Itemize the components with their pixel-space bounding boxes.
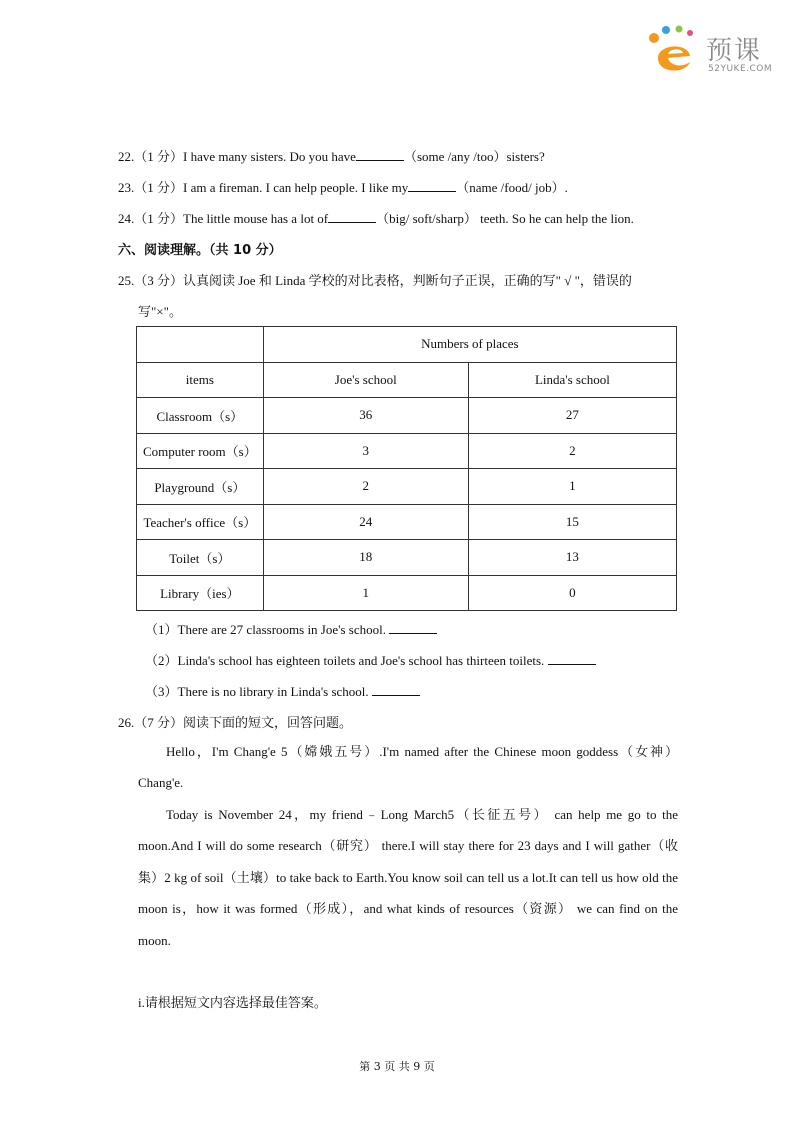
question-24-blank[interactable] [328, 210, 376, 223]
question-22-options: （some /any /too）sisters? [403, 149, 545, 164]
question-23 [118, 177, 568, 196]
question-23-blank[interactable] [408, 179, 456, 192]
passage-paragraph-1: Hello，I'm Chang'e 5（嫦娥五号）.I'm named after the Chinese moon goddess（女神）Chang'e. [138, 744, 678, 791]
school-comparison-table [136, 326, 677, 611]
logo-domain-text: 52YUKE.COM [708, 64, 773, 74]
question-26-title: 26.（7 分）阅读下面的短文，回答问题。 [118, 715, 353, 730]
row-item: Classroom（s） [137, 398, 264, 434]
statement-3 [145, 681, 420, 700]
row-joe-value: 24 [263, 504, 468, 540]
table-row [137, 469, 677, 505]
row-linda-value: 0 [468, 575, 676, 611]
statement-2-blank[interactable] [548, 652, 596, 665]
row-item: Teacher's office（s） [137, 504, 264, 540]
column-header-items: items [137, 362, 264, 398]
question-24 [118, 208, 634, 227]
column-header-linda: Linda's school [468, 362, 676, 398]
question-22-text: 22.（1 分）I have many sisters. Do you have [118, 149, 356, 164]
question-25-line1: 25.（3 分）认真阅读 Joe 和 Linda 学校的对比表格，判断句子正误，正确的写" √ "，错误的 [118, 273, 632, 288]
table-row [137, 575, 677, 611]
row-joe-value: 2 [263, 469, 468, 505]
table-column-header-row [137, 362, 677, 398]
row-item: Toilet（s） [137, 540, 264, 576]
row-linda-value: 13 [468, 540, 676, 576]
question-25-line2: 写"×"。 [138, 304, 182, 319]
row-linda-value: 2 [468, 433, 676, 469]
row-joe-value: 18 [263, 540, 468, 576]
table-header-row [137, 327, 677, 363]
section-6-title: 六、阅读理解。（共 10 分） [118, 243, 282, 258]
row-item: Playground（s） [137, 469, 264, 505]
row-item: Computer room（s） [137, 433, 264, 469]
statement-1-blank[interactable] [389, 621, 437, 634]
page-footer: 第 3 页 共 9 页 [359, 1060, 435, 1073]
statement-1-text: （1）There are 27 classrooms in Joe's school. [145, 622, 386, 637]
logo [646, 24, 776, 80]
question-23-text: 23.（1 分）I am a fireman. I can help people. I like my [118, 180, 409, 195]
statement-2 [145, 650, 596, 669]
statement-3-text: （3）There is no library in Linda's school. [145, 684, 369, 699]
column-header-joe: Joe's school [263, 362, 468, 398]
row-linda-value: 1 [468, 469, 676, 505]
table-row [137, 504, 677, 540]
row-linda-value: 15 [468, 504, 676, 540]
question-26-instruction: i.请根据短文内容选择最佳答案。 [138, 995, 327, 1010]
table-row [137, 540, 677, 576]
row-joe-value: 36 [263, 398, 468, 434]
row-joe-value: 3 [263, 433, 468, 469]
statement-2-text: （2）Linda's school has eighteen toilets and Joe's school has thirteen toilets. [145, 653, 545, 668]
table-row [137, 433, 677, 469]
table-row [137, 398, 677, 434]
passage-paragraph-2: Today is November 24，my friend﹣Long March5（长征五号） can help me go to the moon.And I will do some research（研究） there.I will stay there for 23 days and I will gather（收集）2 kg of soil（土壤）to take back to Earth.You know soil can tell us a lot.It can tell us how old the moon is，how it was formed（形成），and what kinds of resources（资源） we can find on the moon. [138, 807, 678, 948]
statement-1 [145, 619, 437, 638]
table-empty-cell [137, 327, 264, 363]
question-24-options: （big/ soft/sharp） teeth. So he can help the lion. [376, 211, 634, 226]
question-24-text: 24.（1 分）The little mouse has a lot of [118, 211, 329, 226]
table-group-header: Numbers of places [263, 327, 676, 363]
row-joe-value: 1 [263, 575, 468, 611]
statement-3-blank[interactable] [372, 683, 420, 696]
row-linda-value: 27 [468, 398, 676, 434]
question-22 [118, 146, 545, 165]
logo-brand-text: 预课 [706, 36, 763, 66]
question-23-options: （name /food/ job）. [456, 180, 568, 195]
row-item: Library（ies） [137, 575, 264, 611]
question-22-blank[interactable] [356, 148, 404, 161]
logo-mark-icon [646, 24, 706, 80]
